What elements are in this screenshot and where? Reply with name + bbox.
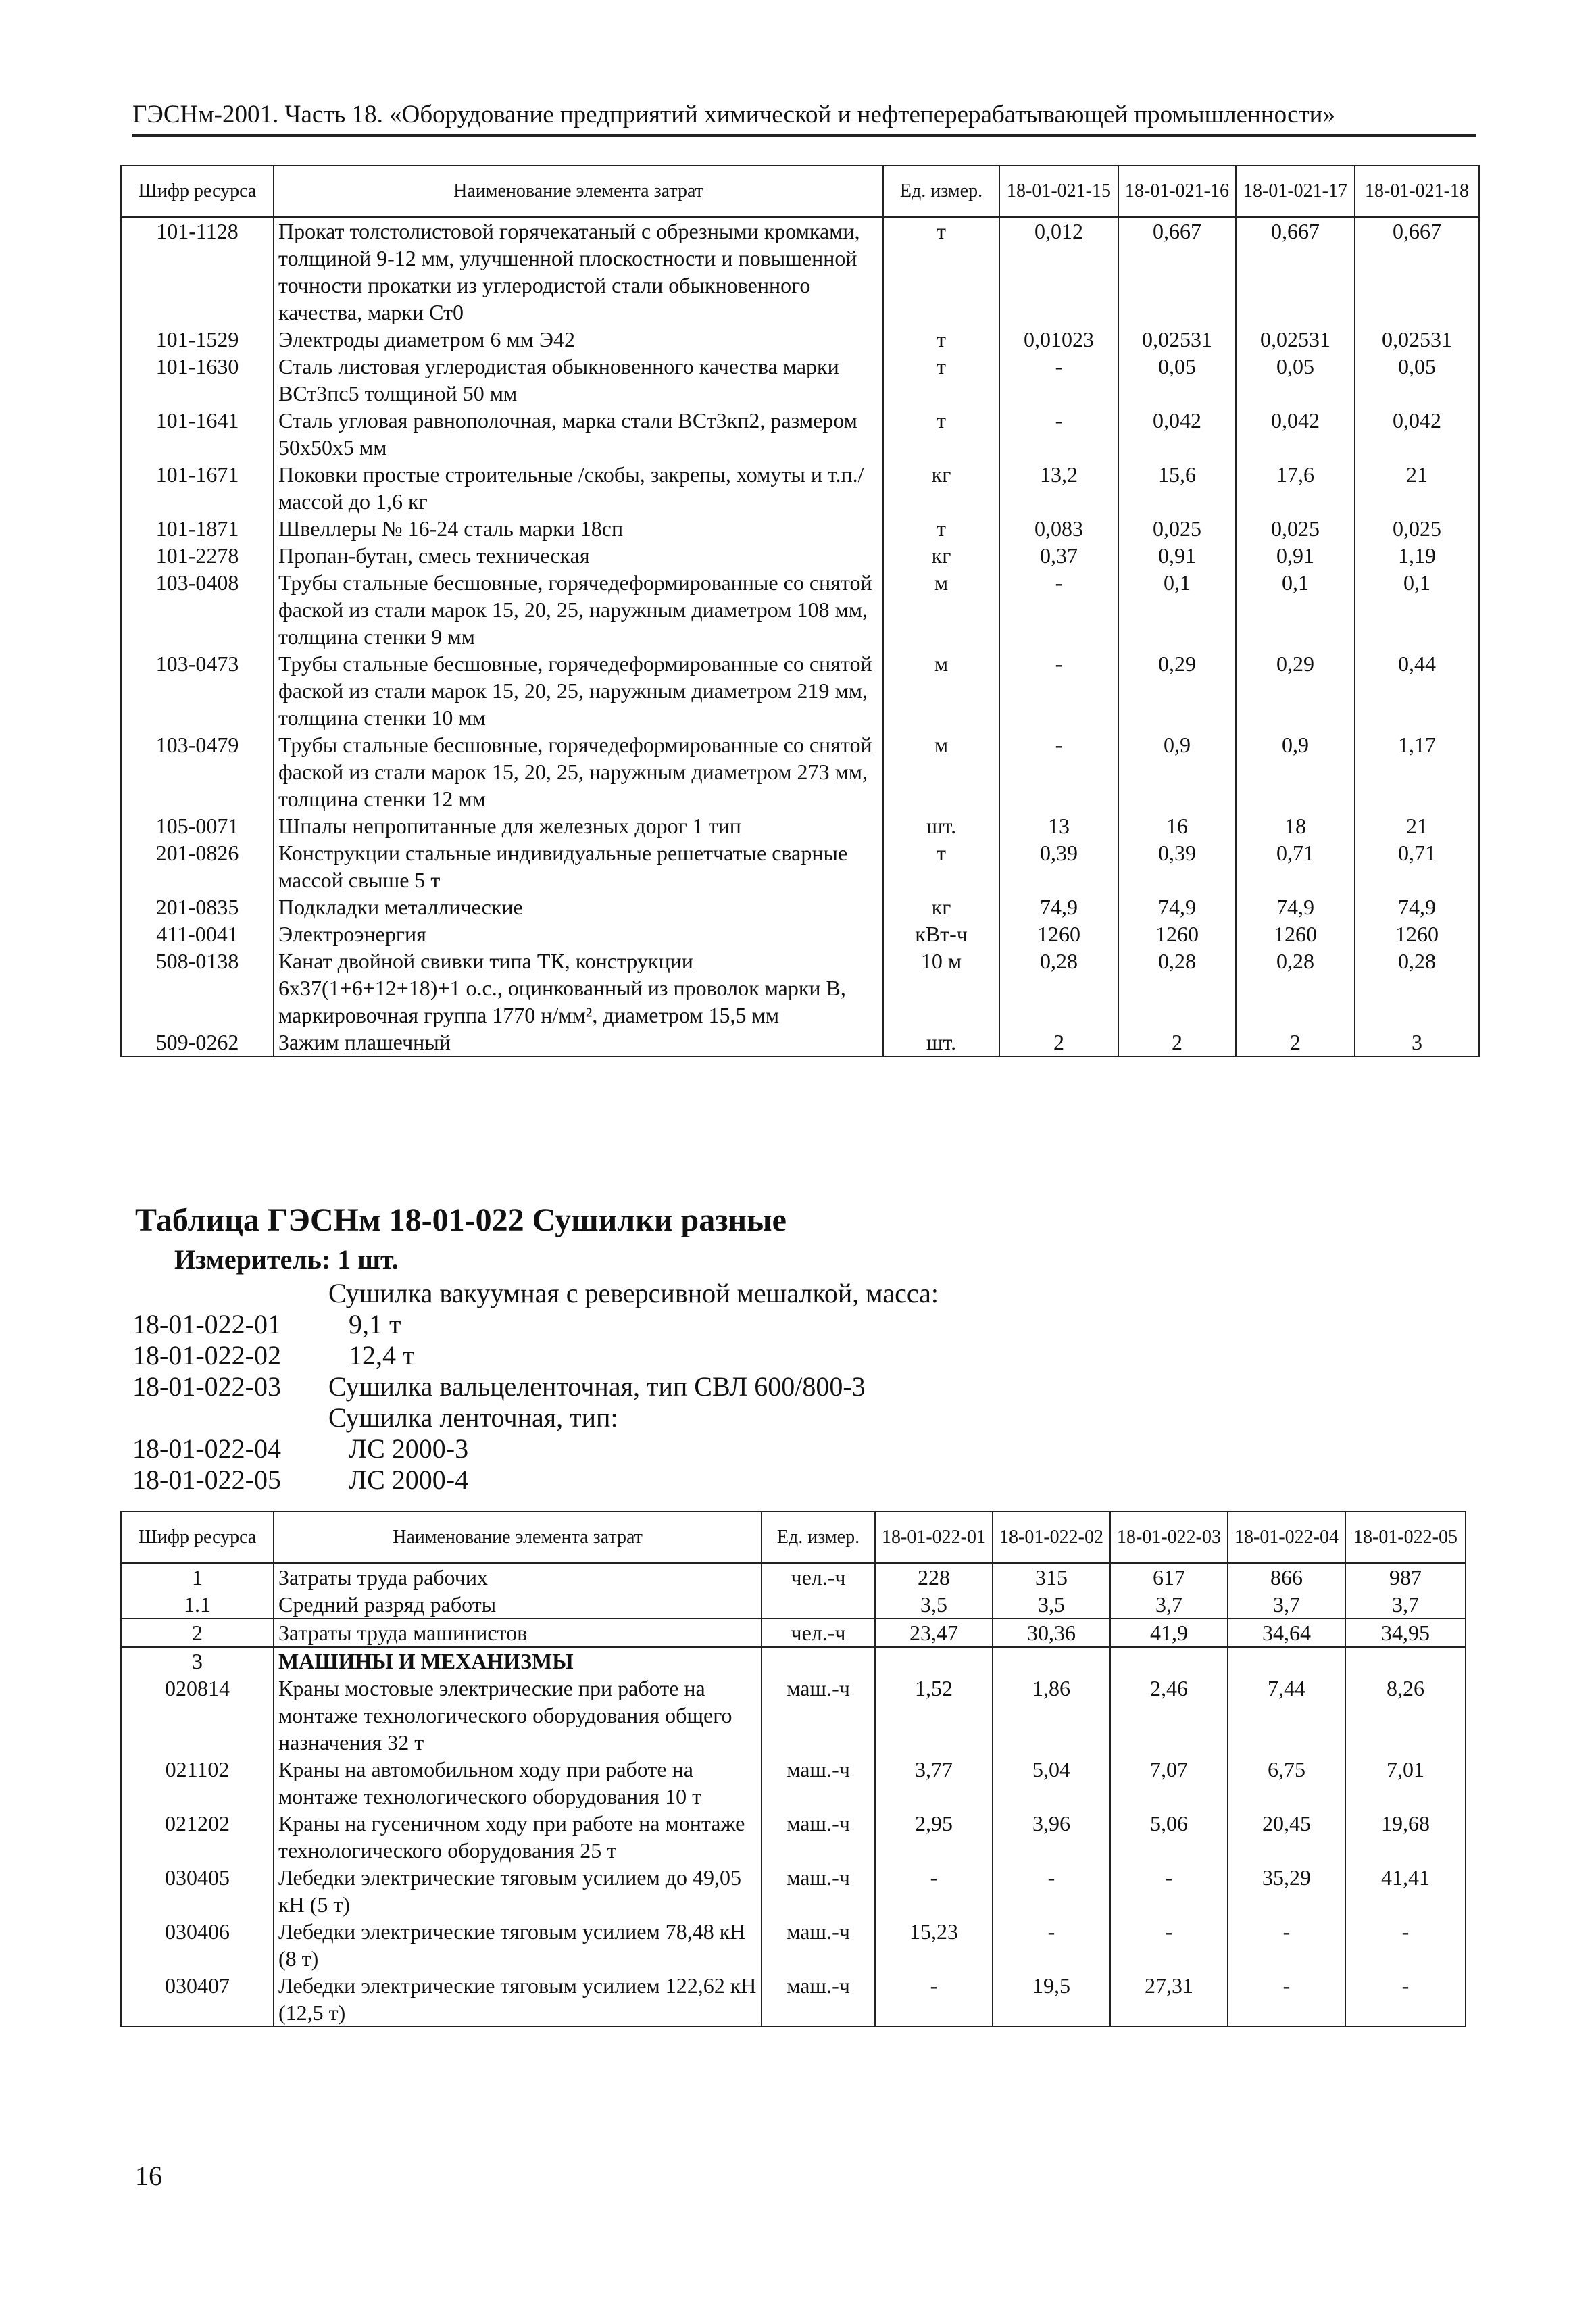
- norm-value: 1,52: [875, 1675, 993, 1756]
- resource-code: 020814: [121, 1675, 274, 1756]
- norm-value: 8,26: [1345, 1675, 1466, 1756]
- table-row: [121, 839, 1479, 893]
- norm-value: 3,7: [1345, 1591, 1466, 1619]
- unit-of-measure: т: [883, 217, 999, 326]
- norm-value: 13: [999, 812, 1118, 839]
- unit-of-measure: маш.-ч: [762, 1675, 875, 1756]
- table-row: [121, 920, 1479, 947]
- page-header: ГЭСНм-2001. Часть 18. «Оборудование предприятий химической и нефтеперерабатывающей промышленности»: [132, 100, 1476, 137]
- spec-text: ЛС 2000-4: [349, 1464, 469, 1495]
- spec-text: Сушилка вакуумная с реверсивной мешалкой, масса:: [328, 1278, 939, 1308]
- resource-name: Средний разряд работы: [274, 1591, 762, 1619]
- norm-value: 0,39: [1118, 839, 1236, 893]
- col-header-name: Наименование элемента затрат: [274, 1512, 762, 1563]
- col-header-unit: Ед. измер.: [883, 166, 999, 217]
- resource-name: Трубы стальные бесшовные, горячедеформированные со снятой фаской из стали марок 15, 20, 25, наружным диаметром 219 мм, толщина стенки 10 мм: [274, 650, 883, 731]
- norm-value: 13,2: [999, 461, 1118, 515]
- table-row: [121, 1918, 1466, 1972]
- norm-value: 0,91: [1236, 542, 1355, 569]
- norm-value: 2,46: [1110, 1675, 1228, 1756]
- norm-value: 0,667: [1118, 217, 1236, 326]
- norm-value: 16: [1118, 812, 1236, 839]
- spec-code: 18-01-022-02: [132, 1340, 281, 1371]
- norm-value: 0,28: [999, 947, 1118, 1029]
- norm-value: 21: [1355, 461, 1479, 515]
- norm-value: 0,02531: [1355, 326, 1479, 353]
- unit-of-measure: кг: [883, 542, 999, 569]
- norm-value: -: [875, 1972, 993, 2027]
- spec-text: Сушилка вальцеленточная, тип СВЛ 600/800-3: [328, 1371, 866, 1402]
- spec-code: 18-01-022-05: [132, 1464, 281, 1495]
- spec-text: Сушилка ленточная, тип:: [328, 1402, 618, 1433]
- norm-value: 21: [1355, 812, 1479, 839]
- norm-value: 0,9: [1236, 731, 1355, 812]
- norm-value: 2: [1118, 1029, 1236, 1056]
- spec-code: 18-01-022-04: [132, 1433, 281, 1464]
- norm-value: 6,75: [1228, 1756, 1345, 1810]
- norm-value: 1,86: [993, 1675, 1110, 1756]
- resource-name: Лебедки электрические тяговым усилием 78,48 кН (8 т): [274, 1918, 762, 1972]
- norm-value: -: [999, 353, 1118, 407]
- spec-line: [132, 1402, 618, 1433]
- resource-name: Зажим плашечный: [274, 1029, 883, 1056]
- resource-name: Лебедки электрические тяговым усилием 122,62 кН (12,5 т): [274, 1972, 762, 2027]
- resource-code: 101-1529: [121, 326, 274, 353]
- table-row: [121, 1029, 1479, 1056]
- norm-value: -: [1110, 1918, 1228, 1972]
- norm-value: 5,06: [1110, 1810, 1228, 1864]
- norm-value: 0,025: [1118, 515, 1236, 542]
- norm-value: 2: [1236, 1029, 1355, 1056]
- spec-text: 12,4 т: [349, 1340, 415, 1371]
- table-row: [121, 947, 1479, 1029]
- table-row: [121, 893, 1479, 920]
- resource-name: МАШИНЫ И МЕХАНИЗМЫ: [274, 1647, 762, 1675]
- resource-code: 103-0479: [121, 731, 274, 812]
- norm-value: -: [1228, 1972, 1345, 2027]
- unit-of-measure: шт.: [883, 1029, 999, 1056]
- unit-of-measure: маш.-ч: [762, 1972, 875, 2027]
- spec-text: ЛС 2000-3: [349, 1433, 469, 1464]
- resource-code: 101-1641: [121, 407, 274, 461]
- col-header-norm: 18-01-022-03: [1110, 1512, 1228, 1563]
- norm-value: 0,39: [999, 839, 1118, 893]
- norm-value: 15,6: [1118, 461, 1236, 515]
- norm-value: 228: [875, 1563, 993, 1591]
- norm-value: 18: [1236, 812, 1355, 839]
- resource-name: Электроэнергия: [274, 920, 883, 947]
- norm-value: 0,29: [1236, 650, 1355, 731]
- resource-name: Краны на гусеничном ходу при работе на монтаже технологического оборудования 25 т: [274, 1810, 762, 1864]
- norm-value: 5,04: [993, 1756, 1110, 1810]
- col-header-norm: 18-01-022-05: [1345, 1512, 1466, 1563]
- unit-of-measure: м: [883, 569, 999, 650]
- table-row: [121, 812, 1479, 839]
- norm-value: 0,667: [1236, 217, 1355, 326]
- norm-value: 0,71: [1355, 839, 1479, 893]
- norm-value: [875, 1647, 993, 1675]
- norm-value: 315: [993, 1563, 1110, 1591]
- resource-name: Пропан-бутан, смесь техническая: [274, 542, 883, 569]
- col-header-norm: 18-01-021-18: [1355, 166, 1479, 217]
- spec-line: [132, 1339, 414, 1371]
- norm-value: 34,64: [1228, 1619, 1345, 1647]
- norm-value: 15,23: [875, 1918, 993, 1972]
- resource-name: Трубы стальные бесшовные, горячедеформированные со снятой фаской из стали марок 15, 20, 25, наружным диаметром 108 мм, толщина стенки 9 мм: [274, 569, 883, 650]
- norm-value: 3: [1355, 1029, 1479, 1056]
- spec-line: [132, 1433, 468, 1464]
- table-row: [121, 569, 1479, 650]
- resource-code: 030405: [121, 1864, 274, 1918]
- norm-value: 1260: [999, 920, 1118, 947]
- col-header-norm: 18-01-021-17: [1236, 166, 1355, 217]
- norm-value: -: [993, 1864, 1110, 1918]
- unit-of-measure: маш.-ч: [762, 1810, 875, 1864]
- spec-code: 18-01-022-01: [132, 1309, 281, 1339]
- spec-line: [132, 1277, 939, 1309]
- spec-text: 9,1 т: [349, 1309, 401, 1339]
- resource-code: 103-0473: [121, 650, 274, 731]
- unit-of-measure: маш.-ч: [762, 1756, 875, 1810]
- measure-unit: Измеритель: 1 шт.: [174, 1244, 399, 1275]
- norm-value: -: [1345, 1918, 1466, 1972]
- unit-of-measure: т: [883, 407, 999, 461]
- norm-value: 0,042: [1355, 407, 1479, 461]
- norm-value: 0,01023: [999, 326, 1118, 353]
- resource-name: Электроды диаметром 6 мм Э42: [274, 326, 883, 353]
- unit-of-measure: кВт-ч: [883, 920, 999, 947]
- norm-value: 0,29: [1118, 650, 1236, 731]
- resource-name: Конструкции стальные индивидуальные решетчатые сварные массой свыше 5 т: [274, 839, 883, 893]
- norm-value: 3,7: [1228, 1591, 1345, 1619]
- unit-of-measure: м: [883, 731, 999, 812]
- resource-name: Канат двойной свивки типа ТК, конструкции 6х37(1+6+12+18)+1 о.с., оцинкованный из проволок марки В, маркировочная группа 1770 н/мм², диаметром 15,5 мм: [274, 947, 883, 1029]
- unit-of-measure: [762, 1591, 875, 1619]
- col-header-norm: 18-01-022-04: [1228, 1512, 1345, 1563]
- norm-value: -: [999, 569, 1118, 650]
- resource-table-1: [120, 165, 1480, 1057]
- norm-value: 2,95: [875, 1810, 993, 1864]
- norm-value: 0,083: [999, 515, 1118, 542]
- norm-value: 1260: [1355, 920, 1479, 947]
- norm-value: 0,05: [1355, 353, 1479, 407]
- unit-of-measure: м: [883, 650, 999, 731]
- norm-value: 987: [1345, 1563, 1466, 1591]
- table-row: [121, 217, 1479, 326]
- unit-of-measure: кг: [883, 893, 999, 920]
- norm-value: 0,012: [999, 217, 1118, 326]
- norm-value: 17,6: [1236, 461, 1355, 515]
- norm-value: 0,1: [1118, 569, 1236, 650]
- table-row: [121, 1591, 1466, 1619]
- norm-value: 74,9: [1118, 893, 1236, 920]
- norm-value: 19,5: [993, 1972, 1110, 2027]
- resource-code: 101-1128: [121, 217, 274, 326]
- norm-value: -: [999, 650, 1118, 731]
- table-row: [121, 1675, 1466, 1756]
- resource-code: 101-1630: [121, 353, 274, 407]
- norm-value: -: [1110, 1864, 1228, 1918]
- resource-code: 3: [121, 1647, 274, 1675]
- resource-code: 1.1: [121, 1591, 274, 1619]
- resource-name: Лебедки электрические тяговым усилием до 49,05 кН (5 т): [274, 1864, 762, 1918]
- resource-name: Затраты труда машинистов: [274, 1619, 762, 1647]
- norm-value: 0,025: [1355, 515, 1479, 542]
- section-title: Таблица ГЭСНм 18-01-022 Сушилки разные: [135, 1202, 787, 1238]
- norm-value: 3,77: [875, 1756, 993, 1810]
- resource-name: Поковки простые строительные /скобы, закрепы, хомуты и т.п./ массой до 1,6 кг: [274, 461, 883, 515]
- norm-value: 19,68: [1345, 1810, 1466, 1864]
- norm-value: 41,9: [1110, 1619, 1228, 1647]
- table-row: [121, 650, 1479, 731]
- norm-value: 0,28: [1236, 947, 1355, 1029]
- table-row: [121, 1563, 1466, 1591]
- norm-value: 0,1: [1236, 569, 1355, 650]
- norm-value: 41,41: [1345, 1864, 1466, 1918]
- norm-value: 0,05: [1118, 353, 1236, 407]
- col-header-code: Шифр ресурса: [121, 166, 274, 217]
- resource-code: 2: [121, 1619, 274, 1647]
- table-row: [121, 1756, 1466, 1810]
- norm-value: 0,667: [1355, 217, 1479, 326]
- col-header-name: Наименование элемента затрат: [274, 166, 883, 217]
- norm-value: 617: [1110, 1563, 1228, 1591]
- norm-value: 0,02531: [1236, 326, 1355, 353]
- resource-code: 030406: [121, 1918, 274, 1972]
- resource-name: Сталь листовая углеродистая обыкновенного качества марки ВСт3пс5 толщиной 50 мм: [274, 353, 883, 407]
- resource-code: 101-2278: [121, 542, 274, 569]
- resource-code: 508-0138: [121, 947, 274, 1029]
- norm-value: 7,01: [1345, 1756, 1466, 1810]
- unit-of-measure: чел.-ч: [762, 1563, 875, 1591]
- resource-name: Краны на автомобильном ходу при работе на монтаже технологического оборудования 10 т: [274, 1756, 762, 1810]
- norm-value: 0,05: [1236, 353, 1355, 407]
- resource-code: 021202: [121, 1810, 274, 1864]
- resource-name: Краны мостовые электрические при работе на монтаже технологического оборудования общего назначения 32 т: [274, 1675, 762, 1756]
- table-row: [121, 326, 1479, 353]
- resource-name: Шпалы непропитанные для железных дорог 1 тип: [274, 812, 883, 839]
- resource-code: 201-0826: [121, 839, 274, 893]
- norm-value: 20,45: [1228, 1810, 1345, 1864]
- col-header-unit: Ед. измер.: [762, 1512, 875, 1563]
- unit-of-measure: шт.: [883, 812, 999, 839]
- norm-value: -: [993, 1918, 1110, 1972]
- unit-of-measure: т: [883, 326, 999, 353]
- resource-code: 411-0041: [121, 920, 274, 947]
- resource-name: Затраты труда рабочих: [274, 1563, 762, 1591]
- norm-value: 0,37: [999, 542, 1118, 569]
- norm-value: 7,07: [1110, 1756, 1228, 1810]
- norm-value: 30,36: [993, 1619, 1110, 1647]
- unit-of-measure: т: [883, 353, 999, 407]
- resource-name: Трубы стальные бесшовные, горячедеформированные со снятой фаской из стали марок 15, 20, 25, наружным диаметром 273 мм, толщина стенки 12 мм: [274, 731, 883, 812]
- resource-code: 101-1871: [121, 515, 274, 542]
- col-header-norm: 18-01-022-02: [993, 1512, 1110, 1563]
- table-row: [121, 1810, 1466, 1864]
- norm-value: 0,91: [1118, 542, 1236, 569]
- norm-value: -: [1228, 1918, 1345, 1972]
- norm-value: -: [999, 731, 1118, 812]
- norm-value: [993, 1647, 1110, 1675]
- unit-of-measure: кг: [883, 461, 999, 515]
- table-row: [121, 515, 1479, 542]
- resource-code: 101-1671: [121, 461, 274, 515]
- resource-code: 201-0835: [121, 893, 274, 920]
- norm-value: 0,28: [1355, 947, 1479, 1029]
- table-row: [121, 1864, 1466, 1918]
- norm-value: 3,5: [875, 1591, 993, 1619]
- col-header-norm: 18-01-022-01: [875, 1512, 993, 1563]
- norm-value: -: [1345, 1972, 1466, 2027]
- norm-value: 1,19: [1355, 542, 1479, 569]
- norm-value: 866: [1228, 1563, 1345, 1591]
- norm-value: 7,44: [1228, 1675, 1345, 1756]
- norm-value: 0,02531: [1118, 326, 1236, 353]
- norm-value: 1260: [1118, 920, 1236, 947]
- table-row: [121, 1647, 1466, 1675]
- resource-code: 509-0262: [121, 1029, 274, 1056]
- col-header-norm: 18-01-021-16: [1118, 166, 1236, 217]
- table-row: [121, 542, 1479, 569]
- norm-value: 74,9: [1236, 893, 1355, 920]
- table1-header-row: [121, 166, 1479, 217]
- norm-value: -: [875, 1864, 993, 1918]
- norm-value: 0,44: [1355, 650, 1479, 731]
- norm-value: 2: [999, 1029, 1118, 1056]
- norm-value: [1110, 1647, 1228, 1675]
- spec-code: 18-01-022-03: [132, 1371, 281, 1402]
- norm-value: 74,9: [1355, 893, 1479, 920]
- spec-line: [132, 1464, 468, 1496]
- unit-of-measure: [762, 1647, 875, 1675]
- spec-line: [132, 1308, 401, 1340]
- resource-table-2: [120, 1511, 1466, 2027]
- resource-name: Прокат толстолистовой горячекатаный с обрезными кромками, толщиной 9-12 мм, улучшенной плоскостности и повышенной точности прокатки из углеродистой стали обыкновенного качества, марки Ст0: [274, 217, 883, 326]
- table-row: [121, 353, 1479, 407]
- norm-value: 0,28: [1118, 947, 1236, 1029]
- unit-of-measure: маш.-ч: [762, 1918, 875, 1972]
- resource-name: Подкладки металлические: [274, 893, 883, 920]
- table-row: [121, 731, 1479, 812]
- resource-code: 105-0071: [121, 812, 274, 839]
- norm-value: 0,9: [1118, 731, 1236, 812]
- resource-code: 103-0408: [121, 569, 274, 650]
- resource-code: 030407: [121, 1972, 274, 2027]
- unit-of-measure: т: [883, 839, 999, 893]
- norm-value: 3,96: [993, 1810, 1110, 1864]
- norm-value: -: [999, 407, 1118, 461]
- resource-code: 1: [121, 1563, 274, 1591]
- table-row: [121, 461, 1479, 515]
- norm-value: [1228, 1647, 1345, 1675]
- norm-value: 34,95: [1345, 1619, 1466, 1647]
- resource-name: Сталь угловая равнополочная, марка стали ВСт3кп2, размером 50х50х5 мм: [274, 407, 883, 461]
- norm-value: [1345, 1647, 1466, 1675]
- norm-value: 23,47: [875, 1619, 993, 1647]
- unit-of-measure: 10 м: [883, 947, 999, 1029]
- col-header-norm: 18-01-021-15: [999, 166, 1118, 217]
- table2-header-row: [121, 1512, 1466, 1563]
- norm-value: 0,1: [1355, 569, 1479, 650]
- col-header-code: Шифр ресурса: [121, 1512, 274, 1563]
- table-row: [121, 1619, 1466, 1647]
- norm-value: 27,31: [1110, 1972, 1228, 2027]
- norm-value: 35,29: [1228, 1864, 1345, 1918]
- norm-value: 0,71: [1236, 839, 1355, 893]
- norm-value: 1,17: [1355, 731, 1479, 812]
- norm-value: 0,042: [1118, 407, 1236, 461]
- page-number: 16: [135, 2161, 162, 2191]
- norm-value: 74,9: [999, 893, 1118, 920]
- spec-line: [132, 1371, 866, 1402]
- norm-value: 1260: [1236, 920, 1355, 947]
- norm-value: 3,7: [1110, 1591, 1228, 1619]
- norm-value: 0,025: [1236, 515, 1355, 542]
- norm-value: 0,042: [1236, 407, 1355, 461]
- table-row: [121, 407, 1479, 461]
- unit-of-measure: маш.-ч: [762, 1864, 875, 1918]
- table-row: [121, 1972, 1466, 2027]
- norm-value: 3,5: [993, 1591, 1110, 1619]
- unit-of-measure: т: [883, 515, 999, 542]
- resource-code: 021102: [121, 1756, 274, 1810]
- resource-name: Швеллеры № 16-24 сталь марки 18сп: [274, 515, 883, 542]
- unit-of-measure: чел.-ч: [762, 1619, 875, 1647]
